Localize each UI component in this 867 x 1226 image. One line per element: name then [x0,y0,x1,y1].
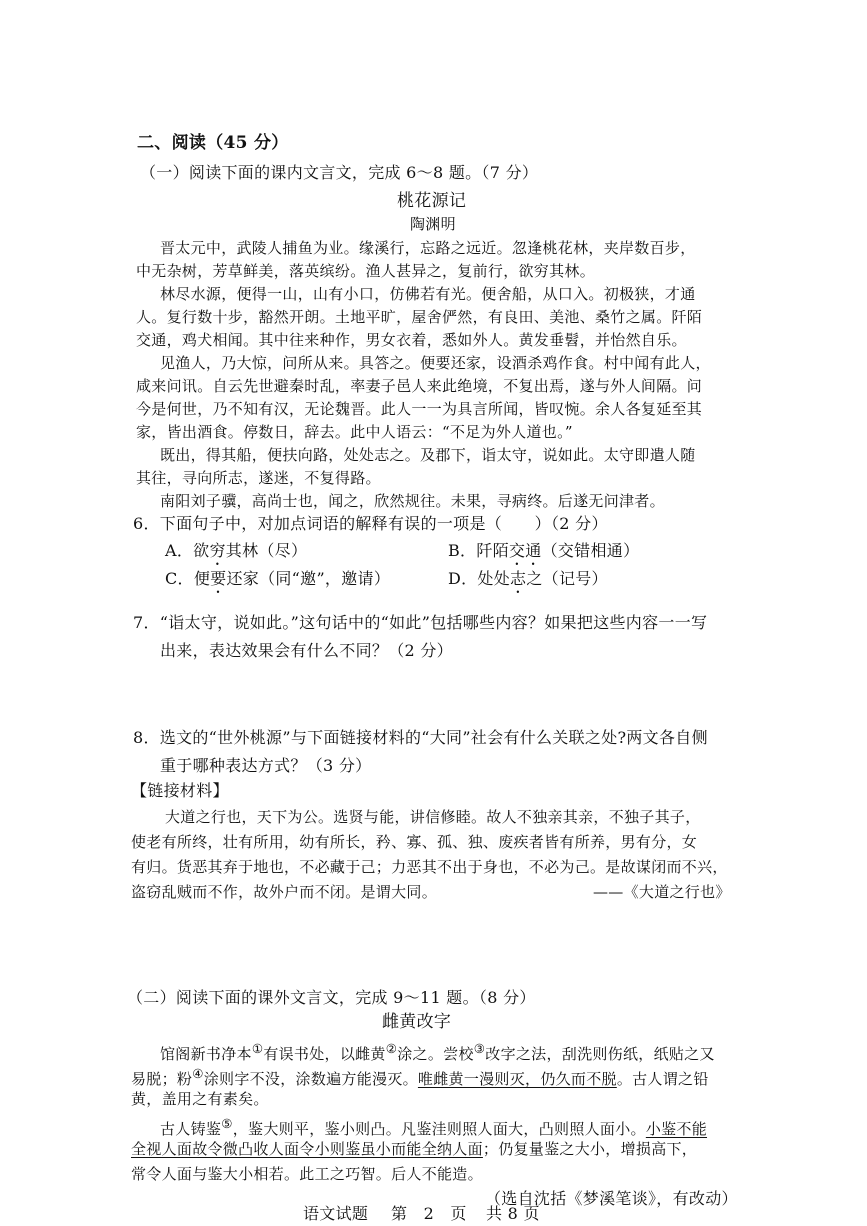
passage-line: 既出，得其船，便扶向路，处处志之。及郡下，诣太守，说如此。太守即遣人随 [160,446,696,464]
q6-option-c: C．便要还家（同“邀”，邀请） [165,569,391,588]
link-line: 有归。货恶其弃于地也，不必藏于己；力恶其不出于身也，不必为己。是故谋闭而不兴， [131,858,728,876]
part2-title: 雌黄改字 [382,1012,452,1032]
part2-line: 全视人面故令微凸收人面令小则鉴虽小而能全纳人面；仍复量鉴之大小，增损高下， [131,1140,698,1158]
part2-line: 古人铸鉴⑤，鉴大则平，鉴小则凸。凡鉴洼则照人面大，凸则照人面小。小鉴不能 [160,1116,708,1138]
part2-instruction: （二）阅读下面的课外文言文，完成 9～11 题。（8 分） [127,988,536,1007]
passage-line: 交通，鸡犬相闻。其中往来种作，男女衣着，悉如外人。黄发垂髫，并怡然自乐。 [136,331,687,349]
link-material-label: 【链接材料】 [131,781,229,800]
part1-author: 陶渊明 [410,215,456,233]
passage-line: 见渔人，乃大惊，问所从来。具答之。便要还家，设酒杀鸡作食。村中闻有此人， [160,354,711,372]
q6-option-d: D．处处志之（记号） [448,569,608,588]
part2-line: 馆阁新书净本①有误书处，以雌黄②涂之。尝校③改字之法，刮洗则伤纸，纸贴之又 [160,1041,715,1063]
section-heading: 二、阅读（45 分） [137,133,289,153]
footer-total: 共 8 页 [486,1204,540,1223]
q6-stem: 6．下面句子中，对加点词语的解释有误的一项是（ ）（2 分） [133,514,608,533]
q8-line1: 8．选文的“世外桃源”与下面链接材料的“大同”社会有什么关联之处?两文各自侧 [133,728,708,747]
part2-line: 黄，盖用之有素矣。 [131,1090,269,1108]
link-line: 大道之行也，天下为公。选贤与能，讲信修睦。故人不独亲其亲，不独子其子， [165,808,701,826]
footer-subject: 语文试题 [303,1204,369,1223]
underlined-sentence: 唯雌黄一漫则灭，仍久而不脱 [417,1070,617,1088]
passage-line: 中无杂树，芳草鲜美，落英缤纷。渔人甚异之，复前行，欲穷其林。 [136,262,596,280]
q7-line1: 7．“诣太守，说如此。”这句话中的“如此”包括哪些内容？如果把这些内容一一写 [133,613,708,632]
q6-option-b: B．阡陌交通（交错相通） [448,541,640,560]
link-source: ——《大道之行也》 [593,883,731,901]
part2-source: （选自沈括《梦溪笔谈》，有改动） [485,1189,738,1208]
passage-line: 其往，寻向所志，遂迷，不复得路。 [136,469,381,487]
passage-line: 晋太元中，武陵人捕鱼为业。缘溪行，忘路之远近。忽逢桃花林，夹岸数百步， [160,239,696,257]
part2-line: 易脱；粉④涂则字不没，涂数遍方能漫灭。唯雌黄一漫则灭，仍久而不脱。古人谓之铅 [131,1066,709,1088]
passage-line: 咸来问讯。自云先世避秦时乱，率妻子邑人来此绝境，不复出焉，遂与外人间隔。问 [136,377,703,395]
q7-line2: 出来，表达效果会有什么不同？（2 分） [160,641,453,660]
part2-line: 常令人面与鉴大小相若。此工之巧智。后人不能造。 [131,1165,483,1183]
passage-line: 今是何世，乃不知有汉，无论魏晋。此人一一为具言所闻，皆叹惋。余人各复延至其 [136,400,703,418]
underlined-sentence: 小鉴不能 [645,1120,708,1138]
passage-line: 人。复行数十步，豁然开朗。土地平旷，屋舍俨然，有良田、美池、桑竹之属。阡陌 [136,308,703,326]
underlined-sentence: 全视人面故令微凸收人面令小则鉴虽小而能全纳人面 [131,1140,483,1158]
footer-page: 第 2 页 [391,1204,467,1223]
passage-line: 家，皆出酒食。停数日，辞去。此中人语云：“不足为外人道也。” [136,423,573,441]
q6-option-a: A．欲穷其林（尽） [165,541,308,560]
passage-line: 南阳刘子骥，高尚士也，闻之，欣然规往。未果，寻病终。后遂无问津者。 [160,492,665,510]
passage-line: 林尽水源，便得一山，山有小口，仿佛若有光。便舍船，从口入。初极狭，才通 [160,285,696,303]
q8-line2: 重于哪种表达方式？（3 分） [160,756,372,775]
part1-title: 桃花源记 [397,191,467,211]
part1-instruction: （一）阅读下面的课内文言文，完成 6～8 题。（7 分） [140,163,539,182]
link-line: 盗窃乱贼而不作，故外户而不闭。是谓大同。 [131,883,438,901]
link-line: 使老有所终，壮有所用，幼有所长，矜、寡、孤、独、废疾者皆有所养，男有分，女 [131,833,698,851]
